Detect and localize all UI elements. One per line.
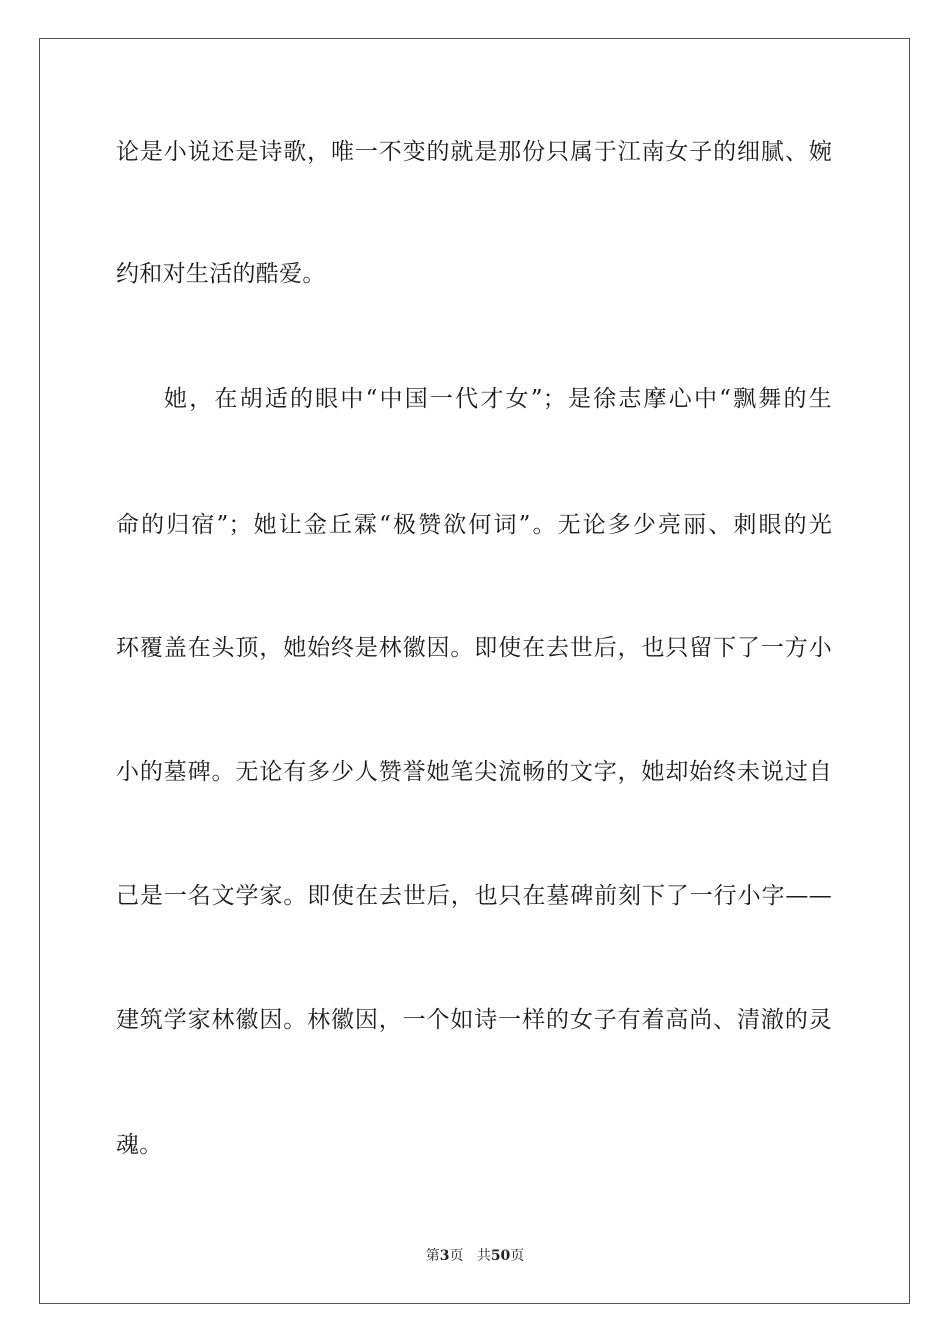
- text-line: 命的归宿”；她让金丘霖“极赞欲何词”。无论多少亮丽、刺眼的光: [116, 512, 832, 538]
- page-border: [39, 38, 910, 1304]
- page-suffix: 页: [449, 1248, 464, 1264]
- page-prefix: 第: [425, 1248, 440, 1264]
- page-footer: [0, 1246, 950, 1266]
- total-pages: 50: [490, 1248, 511, 1264]
- text-line: 魂。: [116, 1132, 163, 1158]
- text-line: 约和对生活的酷爱。: [116, 261, 326, 287]
- total-prefix: 共: [476, 1248, 491, 1264]
- text-line: 己是一名文学家。即使在去世后，也只在墓碑前刻下了一行小字——: [116, 883, 832, 909]
- text-line: 论是小说还是诗歌，唯一不变的就是那份只属于江南女子的细腻、婉: [116, 139, 832, 165]
- text-line: 环覆盖在头顶，她始终是林徽因。即使在去世后，也只留下了一方小: [116, 635, 832, 661]
- text-line: 她，在胡适的眼中“中国一代才女”；是徐志摩心中“飘舞的生: [164, 386, 832, 412]
- text-line: 小的墓碑。无论有多少人赞誉她笔尖流畅的文字，她却始终未说过自: [116, 759, 832, 785]
- total-suffix: 页: [510, 1248, 525, 1264]
- text-line: 建筑学家林徽因。林徽因，一个如诗一样的女子有着高尚、清澈的灵: [116, 1007, 832, 1033]
- page-number: 3: [439, 1248, 450, 1264]
